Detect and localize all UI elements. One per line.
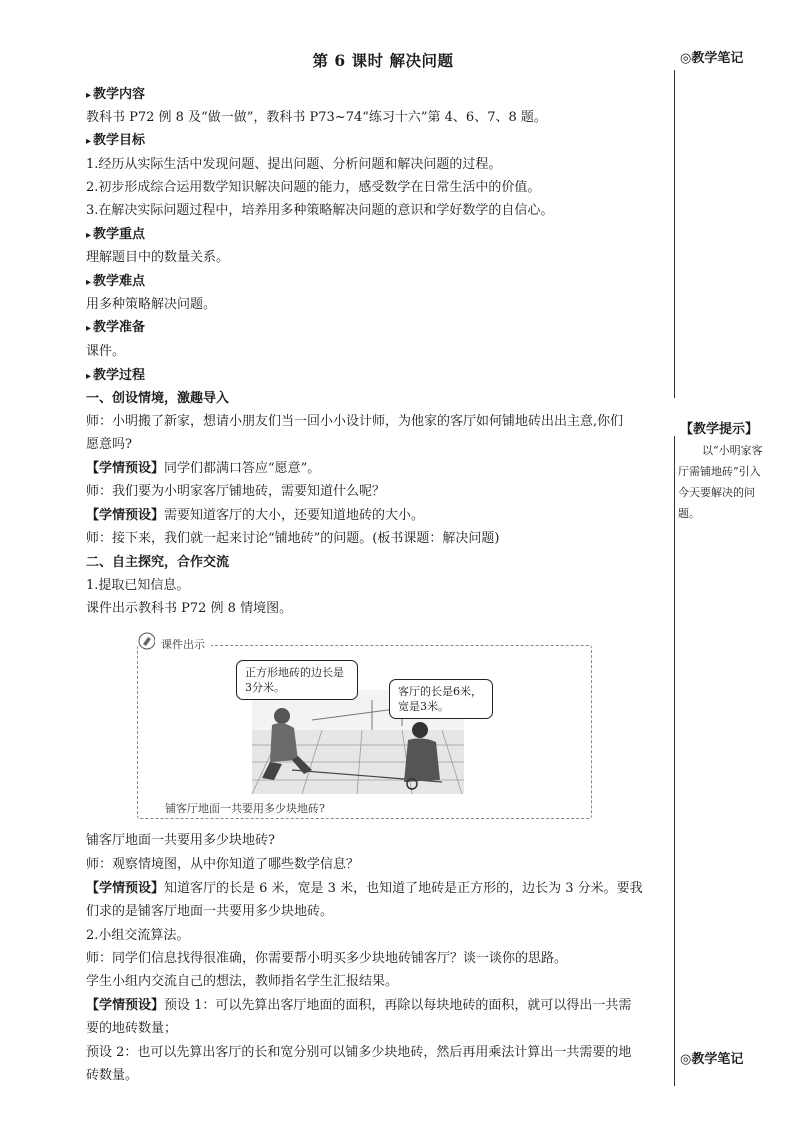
section-goals-heading: ▸ 教学目标 <box>86 131 145 152</box>
preset-line <box>86 506 424 526</box>
paragraph: 师：同学们信息找得很准确，你需要帮小明买多少块地砖铺客厅？谈一谈你的思路。 <box>86 951 568 966</box>
speech-bubble-room-size: 客厅的长是6米，宽是3米。 <box>389 679 493 719</box>
paragraph: 师：我们要为小明家客厅铺地砖，需要知道什么呢？ <box>86 484 386 499</box>
teaching-tip-title: 【教学提示】 <box>680 422 759 437</box>
step-heading: 2.小组交流算法。 <box>86 928 190 943</box>
paragraph: 课件出示教科书 P72 例 8 情境图。 <box>86 601 293 616</box>
preset-text: 预设 1：可以先算出客厅地面的面积，再除以每块地砖的面积，就可以得出一共需 <box>164 998 632 1013</box>
paragraph: 师：小明搬了新家，想请小朋友们当一回小小设计师，为他家的客厅如何铺地砖出出主意,你们 <box>86 414 624 429</box>
goal-item: 1.经历从实际生活中发现问题、提出问题、分析问题和解决问题的过程。 <box>86 157 502 172</box>
courseware-icon <box>138 632 156 650</box>
preset-tag: 【学情预设】 <box>86 998 165 1013</box>
part1-heading: 一、创设情境，激趣导入 <box>86 391 230 406</box>
teaching-tip-body <box>678 440 774 524</box>
preset-text: 需要知道客厅的大小，还要知道地砖的大小。 <box>164 508 425 523</box>
notes-divider-bottom <box>674 436 675 1086</box>
section-difficulty-heading: ▸ 教学难点 <box>86 272 145 293</box>
part2-heading: 二、自主探究，合作交流 <box>86 555 230 570</box>
courseware-tab-label: 课件出示 <box>155 635 211 653</box>
preset-line <box>86 879 643 899</box>
teaching-notes-header-bottom: ◎教学笔记 <box>680 1052 744 1067</box>
preset-text: 知道客厅的长是 6 米，宽是 3 米，也知道了地砖是正方形的，边长为 3 分米。要我 <box>164 881 643 896</box>
difficulty-text: 用多种策略解决问题。 <box>86 297 217 312</box>
tip-line: 厅需铺地砖”引入 <box>678 465 761 478</box>
teaching-notes-header-top: ◎教学笔记 <box>680 51 744 66</box>
preset-tag: 【学情预设】 <box>86 881 165 896</box>
goal-item: 2.初步形成综合运用数学知识解决问题的能力，感受数学在日常生活中的价值。 <box>86 180 541 195</box>
prep-text: 课件。 <box>86 344 126 359</box>
section-prep-heading: ▸ 教学准备 <box>86 318 145 339</box>
page-title: 第 6 课时 解决问题 <box>312 51 454 70</box>
content-text: 教科书 P72 例 8 及“做一做”，教科书 P73~74“练习十六”第 4、6、7、8 题。 <box>86 110 547 125</box>
paragraph: 要的地砖数量； <box>86 1021 178 1036</box>
preset-text: 同学们都满口答应“愿意”。 <box>164 461 321 476</box>
paragraph: 砖数量。 <box>86 1068 139 1083</box>
paragraph: 预设 2：也可以先算出客厅的长和宽分别可以铺多少块地砖，然后再用乘法计算出一共需要的地 <box>86 1045 632 1060</box>
tip-line: 今天要解决的问 <box>678 486 755 499</box>
step-heading: 1.提取已知信息。 <box>86 578 190 593</box>
preset-line <box>86 996 631 1016</box>
speech-bubble-tile-size: 正方形地砖的边长是3分米。 <box>236 660 358 700</box>
preset-line <box>86 459 320 479</box>
tip-line: 以“小明家客 <box>702 444 763 457</box>
paragraph: 们求的是铺客厅地面一共要用多少块地砖。 <box>86 904 334 919</box>
section-key-heading: ▸ 教学重点 <box>86 225 145 246</box>
paragraph: 愿意吗? <box>86 437 132 452</box>
goal-item: 3.在解决实际问题过程中，培养用多种策略解决问题的意识和学好数学的自信心。 <box>86 203 554 218</box>
section-content-heading: ▸ 教学内容 <box>86 85 145 106</box>
key-text: 理解题目中的数量关系。 <box>86 250 230 265</box>
notes-divider-top <box>674 70 675 398</box>
paragraph: 学生小组内交流自己的想法，教师指名学生汇报结果。 <box>86 974 399 989</box>
tip-line: 题。 <box>678 507 700 520</box>
section-process-heading: ▸ 教学过程 <box>86 366 145 387</box>
figure-caption: 铺客厅地面一共要用多少块地砖? <box>165 802 325 815</box>
question-text: 铺客厅地面一共要用多少块地砖? <box>86 833 275 848</box>
paragraph: 师：接下来，我们就一起来讨论“铺地砖”的问题。(板书课题：解决问题) <box>86 531 500 546</box>
preset-tag: 【学情预设】 <box>86 461 165 476</box>
paragraph: 师：观察情境图，从中你知道了哪些数学信息？ <box>86 857 360 872</box>
preset-tag: 【学情预设】 <box>86 508 165 523</box>
